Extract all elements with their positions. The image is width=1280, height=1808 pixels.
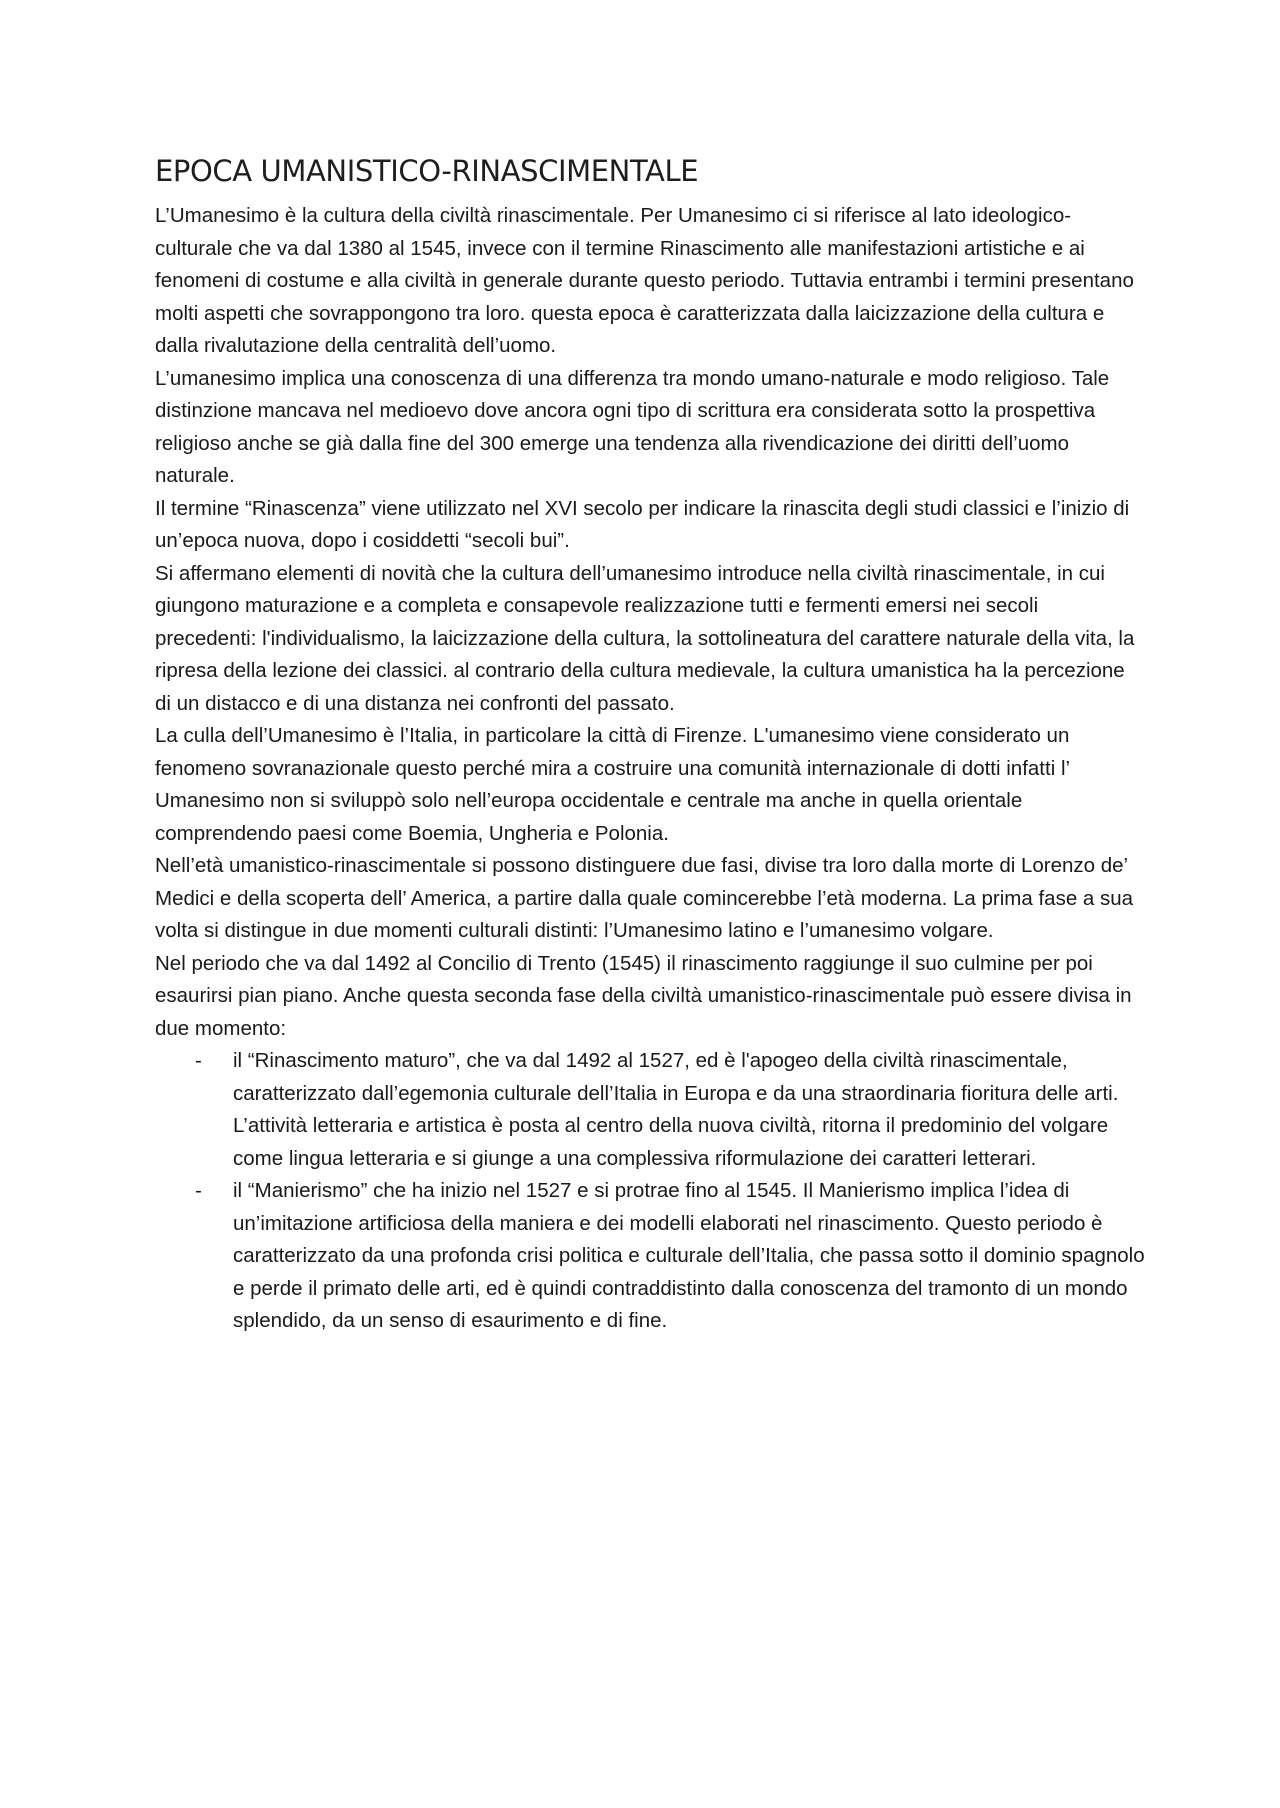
paragraph-rinascenza: Il termine “Rinascenza” viene utilizzato nel XVI secolo per indicare la rinascita degli studi classici e l’inizio di un’epoca nuova, dopo i cosiddetti “secoli bui”. (155, 496, 1130, 552)
paragraph-second-phase: Nel periodo che va dal 1492 al Concilio di Trento (1545) il rinascimento raggiunge il suo culmine per poi esaurirsi pian piano. Anche questa seconda fase della civiltà umanistico-rinascimentale può essere divisa in due momento: (155, 951, 1132, 1040)
phase-list (155, 1045, 1145, 1338)
paragraph-italy: La culla dell’Umanesimo è l’Italia, in particolare la città di Firenze. L'umanesimo viene considerato un fenomeno sovranazionale questo perché mira a costruire una comunità internazionale di dotti infatti l’ Umanesimo non si sviluppò solo nell’europa occidentale e centrale ma anche in quella orientale comprendendo paesi come Boemia, Ungheria e Polonia. (155, 724, 1070, 845)
paragraph-intro: L’Umanesimo è la cultura della civiltà rinascimentale. Per Umanesimo ci si riferisce al lato ideologico- culturale che va dal 1380 al 1545, invece con il termine Rinascimento alle manifestazioni artistiche e ai fenomeni di costume e alla civiltà in generale durante questo periodo. Tuttavia entrambi i termini presentano molti aspetti che sovrappongono tra loro. questa epoca è caratterizzata dalla laicizzazione della cultura e dalla rivalutazione della centralità dell’uomo. (155, 204, 1134, 357)
paragraph-distinction: L’umanesimo implica una conoscenza di una differenza tra mondo umano-naturale e modo religioso. Tale distinzione mancava nel medioevo dove ancora ogni tipo di scrittura era considerata sotto la prospettiva religioso anche se già dalla fine del 300 emerge una tendenza alla rivendicazione dei diritti dell’uomo naturale. (155, 366, 1110, 487)
bullet-marker: - (195, 1179, 202, 1202)
list-item-manierismo (155, 1175, 1145, 1338)
list-item-text: il “Rinascimento maturo”, che va dal 1492 al 1527, ed è l'apogeo della civiltà rinascimentale, caratterizzato dall’egemonia culturale dell’Italia in Europa e da una straordinaria fioritura delle arti. L’attività letteraria e artistica è posta al centro della nuova civiltà, ritorna il predominio del volgare come lingua letteraria e si giunge a una complessiva riformulazione dei caratteri letterari. (233, 1049, 1119, 1170)
document-page (155, 150, 1145, 1338)
document-title: EPOCA UMANISTICO-RINASCIMENTALE (155, 154, 699, 188)
bullet-marker: - (195, 1049, 202, 1072)
list-item-rinascimento-maturo (155, 1045, 1145, 1175)
paragraph-novelty: Si affermano elementi di novità che la cultura dell’umanesimo introduce nella civiltà rinascimentale, in cui giungono maturazione e a completa e consapevole realizzazione tutti e fermenti emersi nei secoli precedenti: l'individualismo, la laicizzazione della cultura, la sottolineatura del carattere naturale della vita, la ripresa della lezione dei classici. al contrario della cultura medievale, la cultura umanistica ha la percezione di un distacco e di una distanza nei confronti del passato. (155, 561, 1135, 715)
paragraph-phases: Nell’età umanistico-rinascimentale si possono distinguere due fasi, divise tra loro dalla morte di Lorenzo de’ Medici e della scoperta dell’ America, a partire dalla quale comincerebbe l’età moderna. La prima fase a sua volta si distingue in due momenti culturali distinti: l’Umanesimo latino e l’umanesimo volgare. (155, 854, 1134, 942)
list-item-text: il “Manierismo” che ha inizio nel 1527 e si protrae fino al 1545. Il Manierismo implica l’idea di un’imitazione artificiosa della maniera e dei modelli elaborati nel rinascimento. Questo periodo è caratterizzato da una profonda crisi politica e culturale dell’Italia, che passa sotto il dominio spagnolo e perde il primato delle arti, ed è quindi contraddistinto dalla conoscenza del tramonto di un mondo splendido, da un senso di esaurimento e di fine. (233, 1179, 1145, 1332)
